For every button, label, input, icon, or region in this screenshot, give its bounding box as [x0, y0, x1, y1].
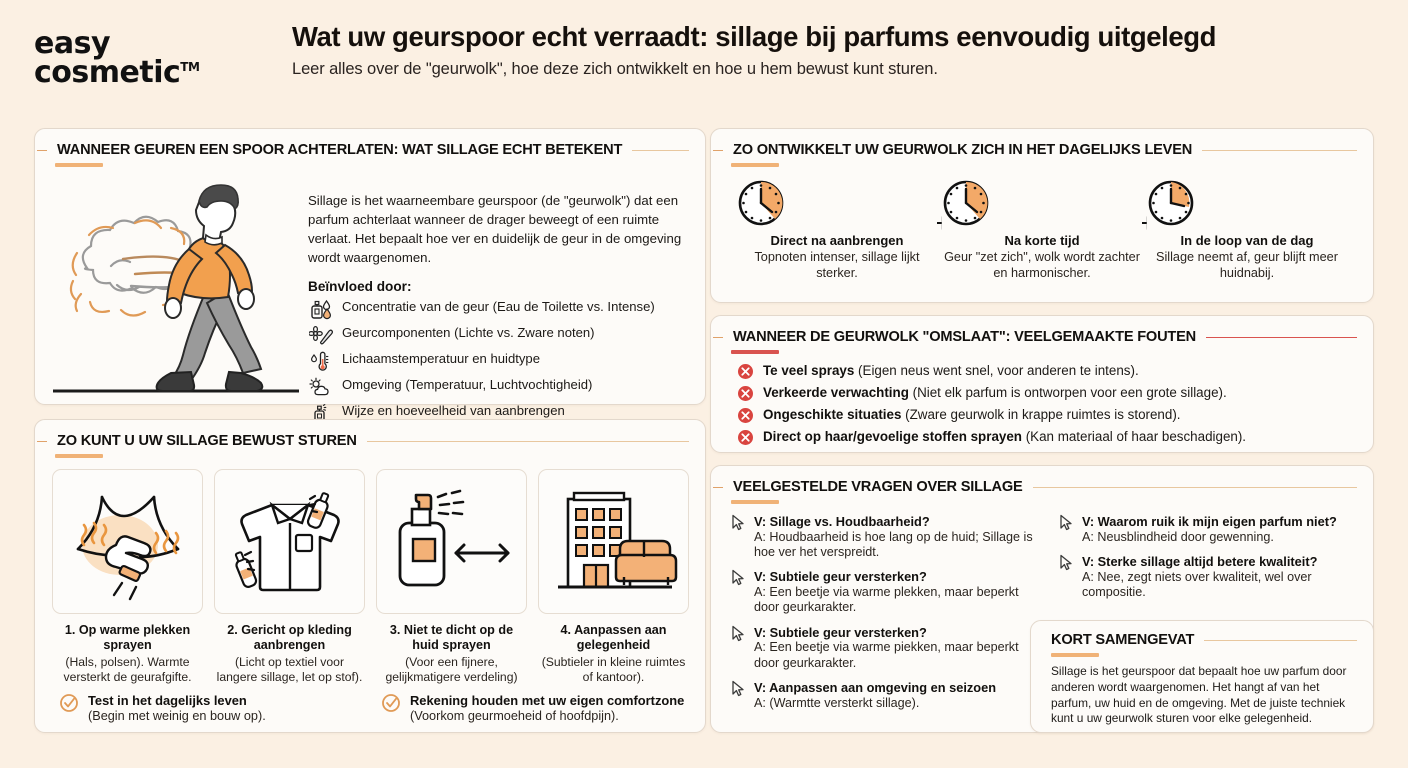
list-item: [1059, 554, 1359, 600]
mistakes-list: [711, 354, 1373, 446]
faq-answer: A: Nee, zegt niets over kwaliteit, wel over compositie.: [1082, 569, 1312, 599]
faq-body: [754, 625, 1045, 671]
faq-question: V: Waarom ruik ik mijn eigen parfum niet?: [1082, 514, 1337, 529]
faq-question: V: Aanpassen aan omgeving en seizoen: [754, 679, 997, 695]
faq-body: [754, 680, 1045, 711]
check-title: Test in het dagelijks leven: [88, 693, 247, 709]
card-definition: [34, 128, 706, 418]
tile-desc: (Licht op textiel voor langere sillage, let op stof).: [216, 655, 363, 685]
definition-paragraph: Sillage is het waarneembare geurspoor (de "geurwolk") dat een parfum achterlaat wanneer de drager beweegt of een ruimte verlaat. Het bepaalt hoe ver en duidelijk de geur in de omgeving wordt waargenomen.: [308, 193, 682, 266]
brand-line-2-wrap: [34, 54, 200, 90]
factor-label: Geurcomponenten (Lichte vs. Zware noten): [342, 324, 595, 340]
mistake-text: [763, 363, 1139, 379]
list-item: [731, 569, 1045, 615]
list-item: [1059, 514, 1359, 545]
faq-answer: A: Neusblindheid door gewenning.: [1082, 529, 1274, 544]
check-desc: (Begin met weinig en bouw op).: [88, 708, 266, 723]
faq-title: VEELGESTELDE VRAGEN OVER SILLAGE: [733, 479, 1023, 495]
timeline-step-3: [1147, 179, 1347, 282]
walking-man-illustration: [49, 173, 304, 398]
clock-icon: [737, 179, 937, 227]
faq-answer: A: Een beetje via warme plekken, maar beperkt door geurkarakter.: [754, 584, 1019, 615]
header-text: [284, 22, 1378, 79]
faq-question: V: Subtiele geur versterken?: [754, 569, 927, 585]
thermometer-icon: [308, 351, 334, 373]
faq-column-left: [731, 514, 1045, 720]
mistake-bold: Direct op haar/gevoelige stoffen sprayen: [763, 429, 1022, 444]
steer-checks: [35, 685, 705, 724]
tile-distance: [376, 469, 527, 614]
cursor-arrow-icon: [1059, 514, 1074, 531]
factor-label: Concentratie van de geur (Eau de Toilette vs. Intense): [342, 298, 655, 314]
check-item: [59, 693, 367, 724]
list-item: [731, 680, 1045, 711]
faq-body: [754, 569, 1045, 615]
building-sofa-icon: [544, 483, 684, 601]
tile-title: 3. Niet te dicht op de huid sprayen: [389, 623, 514, 653]
mistakes-title-row: [711, 316, 1373, 345]
tile-desc: (Hals, polsen). Warmte versterkt de geurafgifte.: [63, 655, 192, 685]
title-rule: [1206, 337, 1357, 338]
mistake-bold: Ongeschikte situaties: [763, 407, 902, 422]
card-summary: [1030, 620, 1374, 733]
steer-tiles: [35, 458, 705, 614]
steer-title-row: [35, 420, 705, 449]
check-desc: (Voorkom geurmoeheid of hoofdpijn).: [410, 708, 619, 723]
list-item: [731, 514, 1045, 560]
spray-distance-icon: [382, 483, 522, 601]
neck-warm-spots-icon: [58, 483, 198, 601]
title-rule: [1033, 487, 1357, 488]
shirt-spray-icon: [220, 483, 360, 601]
faq-question: V: Sterke sillage altijd betere kwaliteit?: [1082, 553, 1318, 569]
faq-body: [754, 514, 1045, 560]
cursor-arrow-icon: [731, 625, 746, 642]
mistake-bold: Verkeerde verwachting: [763, 385, 909, 400]
definition-text: [304, 173, 687, 429]
list-item: [737, 429, 1357, 446]
list-item: [308, 299, 687, 321]
factor-list: [308, 299, 687, 425]
timeline-step-desc: Sillage neemt af, geur blijft meer huidnabij.: [1156, 250, 1338, 280]
timeline-title: ZO ONTWIKKELT UW GEURWOLK ZICH IN HET DAGELIJKS LEVEN: [733, 142, 1193, 158]
perfume-bottle-drop-icon: [308, 299, 334, 321]
timeline-row: [711, 167, 1373, 282]
cursor-arrow-icon: [731, 514, 746, 531]
title-rule: [1202, 150, 1357, 151]
x-circle-icon: [737, 385, 754, 402]
summary-text: Sillage is het geurspoor dat bepaalt hoe uw parfum door anderen wordt waargenomen. Het hangt af van het parfum, uw huid en de omgeving. Met de juiste techniek kunt u uw geurwolk sturen voor elke gelegenheid.: [1051, 664, 1347, 726]
list-item: [737, 407, 1357, 424]
faq-answer: A: (Warmtte versterkt sillage).: [754, 695, 920, 710]
tile-title: 1. Op warme plekken sprayen: [64, 623, 191, 653]
definition-title-row: [35, 129, 705, 158]
summary-title: KORT SAMENGEVAT: [1051, 632, 1195, 648]
steer-captions: [35, 614, 705, 685]
faq-question: V: Subtiele geur versterken?: [754, 624, 927, 640]
list-item: [737, 385, 1357, 402]
timeline-step-title: Direct na aanbrengen: [770, 233, 904, 248]
page-subtitle: Leer alles over de "geurwolk", hoe deze zich ontwikkelt en hoe u hem bewust kunt sturen.: [292, 59, 938, 78]
sun-cloud-icon: [308, 377, 334, 399]
list-item: [737, 363, 1357, 380]
tile-occasion: [538, 469, 689, 614]
definition-title: WANNEER GEUREN EEN SPOOR ACHTERLATEN: WAT SILLAGE ECHT BETEKENT: [57, 142, 623, 158]
brand-logo: [34, 22, 284, 90]
title-rule: [367, 441, 689, 442]
card-steer-sillage: [34, 419, 706, 733]
clock-icon: [1147, 179, 1347, 227]
summary-title-row: [1031, 621, 1373, 648]
card-timeline: [710, 128, 1374, 303]
brand-line-1: easy: [34, 26, 111, 61]
mistake-text: [763, 429, 1246, 445]
page-header: [0, 0, 1408, 90]
mistake-bold: Te veel sprays: [763, 363, 855, 378]
definition-subhead: Beïnvloed door:: [308, 278, 412, 294]
check-circle-icon: [381, 693, 401, 713]
list-item: [308, 377, 687, 399]
timeline-step-desc: Geur "zet zich", wolk wordt zachter en harmonischer.: [944, 250, 1140, 280]
factor-label: Omgeving (Temperatuur, Luchtvochtigheid): [342, 376, 593, 392]
mistakes-title: WANNEER DE GEURWOLK "OMSLAAT": VEELGEMAAKTE FOUTEN: [733, 329, 1196, 345]
tile-title: 2. Gericht op kleding aanbrengen: [227, 623, 352, 653]
faq-answer: A: Een beetje via warme piekken, maar beperkt door geurkarakter.: [754, 640, 1019, 670]
mistake-rest: (Zware geurwolk in krappe ruimtes is storend).: [901, 407, 1181, 422]
timeline-step-1: [737, 179, 937, 282]
brand-line-2: cosmetic: [34, 54, 181, 90]
definition-body: [35, 167, 705, 429]
faq-answer: A: Houdbaarheid is hoe lang op de huid; Sillage is hoe ver het verspreidt.: [754, 529, 1033, 559]
list-item: [731, 625, 1045, 671]
caption-3: [376, 623, 527, 685]
x-circle-icon: [737, 363, 754, 380]
caption-2: [214, 623, 365, 685]
card-mistakes: [710, 315, 1374, 453]
cursor-arrow-icon: [1059, 554, 1074, 571]
factor-label: Lichaamstemperatuur en huidtype: [342, 350, 540, 366]
faq-title-row: [711, 466, 1373, 495]
steer-title: ZO KUNT U UW SILLAGE BEWUST STUREN: [57, 433, 357, 449]
title-rule: [632, 150, 689, 151]
x-circle-icon: [737, 429, 754, 446]
timeline-step-desc: Topnoten intenser, sillage lijkt sterker.: [754, 250, 920, 280]
mistake-rest: (Eigen neus went snel, voor anderen te intens).: [854, 363, 1139, 378]
faq-body: [1082, 514, 1359, 545]
check-item: [381, 693, 689, 724]
check-circle-icon: [59, 693, 79, 713]
mistake-rest: (Niet elk parfum is ontworpen voor een grote sillage).: [908, 385, 1227, 400]
tile-clothing: [214, 469, 365, 614]
tile-warm-spots: [52, 469, 203, 614]
mistake-text: [763, 385, 1227, 401]
faq-question: V: Sillage vs. Houdbaarheid?: [754, 514, 930, 529]
cursor-arrow-icon: [731, 680, 746, 697]
timeline-step-2: [942, 179, 1142, 282]
flower-note-icon: [308, 325, 334, 347]
caption-1: [52, 623, 203, 685]
check-title: Rekening houden met uw eigen comfortzone: [410, 693, 685, 709]
page-title: Wat uw geurspoor echt verraadt: sillage bij parfums eenvoudig uitgelegd: [292, 21, 1217, 52]
x-circle-icon: [737, 407, 754, 424]
timeline-step-title: Na korte tijd: [1004, 233, 1080, 248]
mistake-text: [763, 407, 1181, 423]
mistake-rest: (Kan materiaal of haar beschadigen).: [1021, 429, 1247, 444]
cursor-arrow-icon: [731, 569, 746, 586]
timeline-step-title: In de loop van de dag: [1180, 233, 1314, 248]
tile-desc: (Subtieler in kleine ruimtes of kantoor).: [541, 655, 686, 685]
faq-body: [1082, 554, 1359, 600]
brand-trademark: TM: [180, 59, 200, 74]
title-rule: [1204, 640, 1357, 641]
tile-title: 4. Aanpassen aan gelegenheid: [560, 623, 667, 653]
list-item: [308, 351, 687, 373]
list-item: [308, 325, 687, 347]
timeline-title-row: [711, 129, 1373, 158]
tile-desc: (Voor een fijnere, gelijkmatigere verdeling): [385, 655, 518, 685]
caption-4: [538, 623, 689, 685]
clock-icon: [942, 179, 1142, 227]
factor-label: Wijze en hoeveelheid van aanbrengen: [342, 402, 565, 418]
